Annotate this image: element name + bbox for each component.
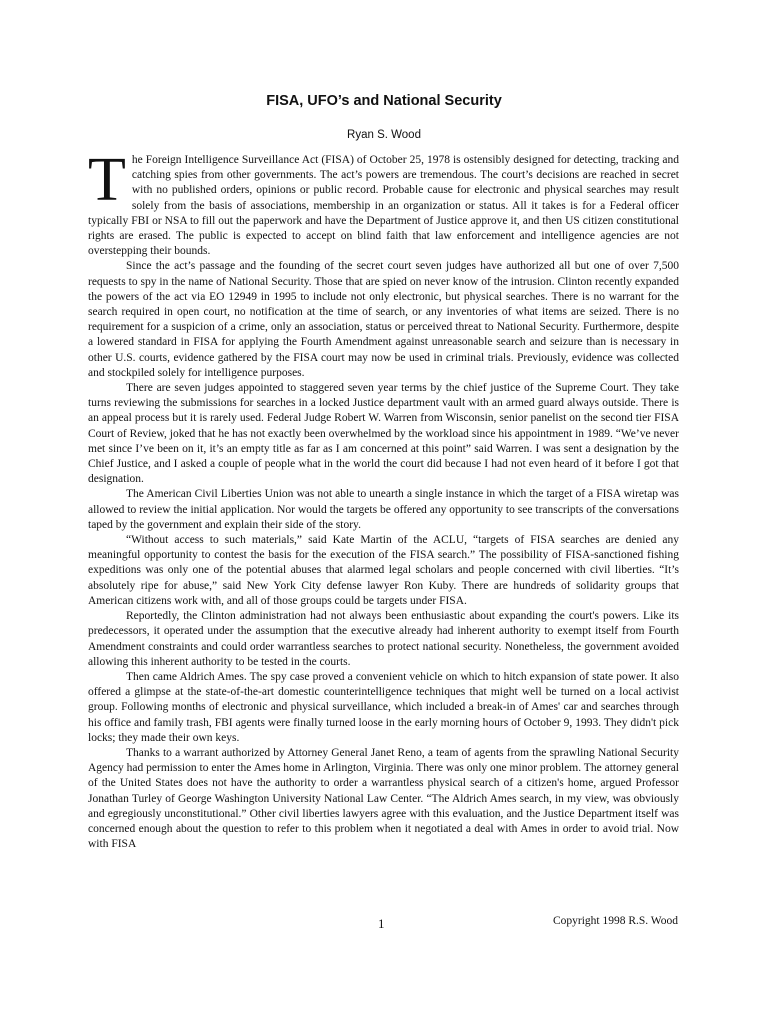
- copyright-footer: Copyright 1998 R.S. Wood: [552, 915, 678, 927]
- page-number: 1: [378, 916, 385, 931]
- drop-cap: T: [88, 146, 126, 214]
- paragraph-7: Then came Aldrich Ames. The spy case proved a convenient vehicle on which to hitch expansion of state power. It also offered a glimpse at the state-of-the-art domestic counterintelligence techniques that might well be turned on a local activist group. Following months of electronic and physical surveillance, which included a break-in of Ames' car and searches through his office and family trash, FBI agents were finally turned loose in the early morning hours of October 9, 1993. They didn't pick locks; they made their own keys.: [88, 670, 679, 744]
- paragraph-1: [88, 146, 679, 259]
- paragraph-text: he Foreign Intelligence Surveillance Act (FISA) of October 25, 1978 is ostensibly designed for detecting, tracking and catching spies from other governments. The act’s powers are tremendous. The court’s decisions are reached in secret with no published orders, opinions or public record. Probable cause for electronic and physical searches may result solely from the basis of associations, membership in an organization or status. All it takes is for a Federal officer typically FBI or NSA to fill out the paperwork and have the Department of Justice approve it, and then US citizen constitutional rights are erased. The public is expected to accept on blind faith that law enforcement and intelligence agencies are not overstepping their bounds.: [88, 154, 679, 258]
- paragraph-4: The American Civil Liberties Union was not able to unearth a single instance in which the target of a FISA wiretap was allowed to review the initial application. Nor would the targets be offered any opportunity to see transcripts of the conversations taped by the government and explain their side of the story.: [88, 488, 679, 531]
- document-body: [88, 146, 679, 852]
- paragraph-2: Since the act’s passage and the founding of the secret court seven judges have authorized all but one of over 7,500 requests to spy in the name of National Security. Those that are spied on never know of the intrusion. Clinton recently expanded the powers of the act via EO 12949 in 1995 to include not only electronic, but physical searches. There is no warrant for the search required in open court, no notification at the time of search, or any inventories of what items are seized. There is no requirement for a suspicion of a crime, only an association, status or perceived threat to National Security. Furthermore, despite a lowered standard in FISA for applying the Fourth Amendment against unreasonable search and seizure than is necessary in other U.S. courts, evidence gathered by the FISA court may now be used in criminal trials. Previously, evidence was collected and stockpiled solely for intelligence purposes.: [88, 260, 679, 379]
- document-title: FISA, UFO’s and National Security: [266, 93, 502, 109]
- paragraph-6: Reportedly, the Clinton administration had not always been enthusiastic about expanding the court's powers. Like its predecessors, it operated under the assumption that the executive already had inherent authority to exempt itself from Fourth Amendment constraints and could order warrantless searches to protect national security. Nonetheless, the government avoided allowing this inherent authority to be tested in the courts.: [88, 610, 679, 668]
- paragraph-3: There are seven judges appointed to staggered seven year terms by the chief justice of the Supreme Court. They take turns reviewing the submissions for searches in a locked Justice department vault with an armed guard always outside. There is an appeal process but it is rarely used. Federal Judge Robert W. Warren from Wisconsin, senior panelist on the second tier FISA Court of Review, joked that he has not exactly been overwhelmed by the workload since his appointment in 1989. “We’ve never met since I’ve been on it, it’s an empty title as far as I am concerned at this point” said Warren. I was sent a designation by the Chief Justice, and I asked a couple of people what in the world the court did because I had not even heard of it before I got that designation.: [88, 382, 679, 486]
- paragraph-8: Thanks to a warrant authorized by Attorney General Janet Reno, a team of agents from the sprawling National Security Agency had permission to enter the Ames home in Arlington, Virginia. There was only one minor problem. The attorney general of the United States does not have the authority to order a warrantless physical search of a citizen's home, argued Professor Jonathan Turley of George Washington University National Law Center. “The Aldrich Ames search, in my view, was obviously and egregiously unconstitutional.” Other civil liberties lawyers agree with this evaluation, and the Justice Department itself was concerned enough about the question to refer to this problem when it negotiated a deal with Ames in order to avoid trial. Now with FISA: [88, 746, 679, 851]
- document-author: Ryan S. Wood: [347, 129, 421, 141]
- paragraph-5: “Without access to such materials,” said Kate Martin of the ACLU, “targets of FISA searches are denied any meaningful opportunity to contest the basis for the execution of the FISA search.” The possibility of FISA-sanctioned fishing expeditions was only one of the potential abuses that alarmed legal scholars and people concerned with civil liberties. “It’s absolutely ripe for abuse,” said New York City defense lawyer Ron Kuby. There are hundreds of solidarity groups that American citizens work with, and all of those groups could be targets under FISA.: [88, 534, 679, 607]
